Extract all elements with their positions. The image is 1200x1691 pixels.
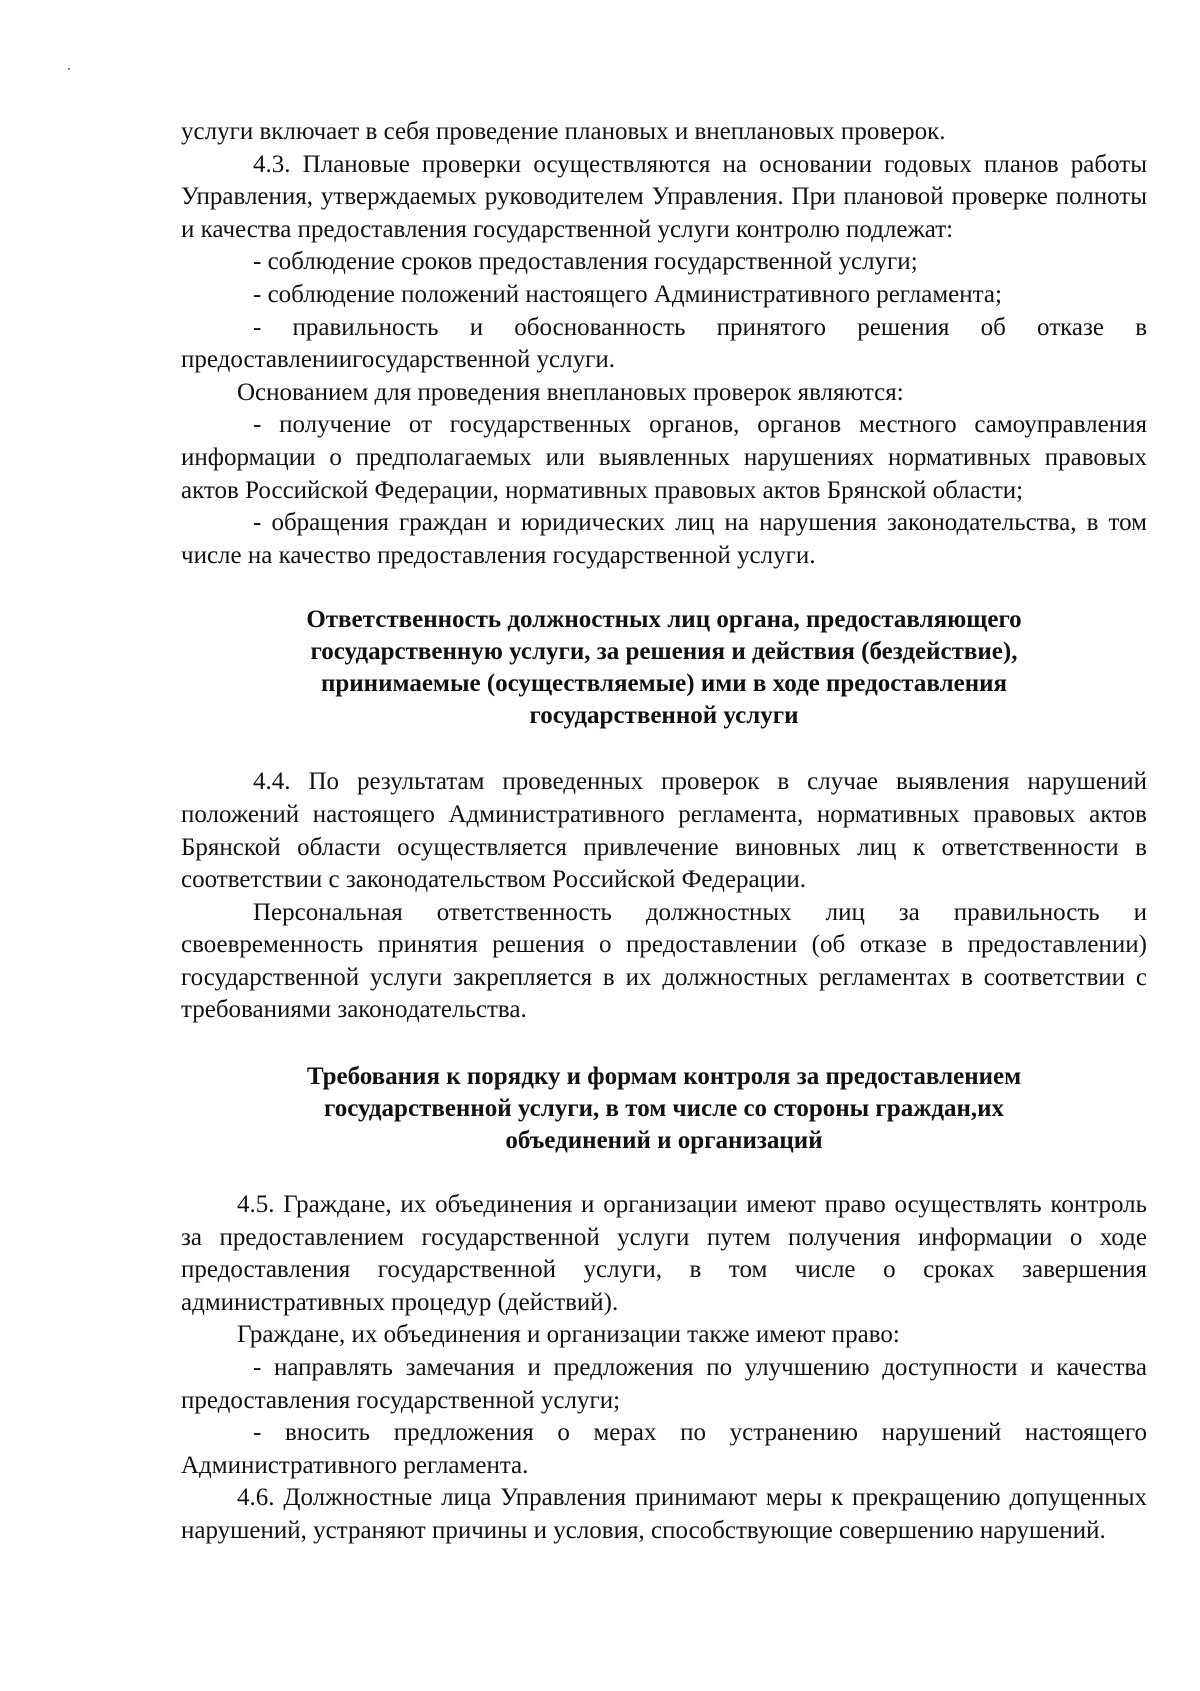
heading-line: государственной услуги, в том числе со стороны граждан,их xyxy=(323,1095,1005,1123)
list-item-regulation-compliance: - соблюдение положений настоящего Административного регламента; xyxy=(253,280,1002,308)
paragraph-citizens-rights: Граждане, их объединения и организации также имеют право: xyxy=(237,1321,900,1349)
paragraph-4-6: 4.6. Должностные лица Управления принимают меры к прекращению допущенных нарушений, устраняют причины и условия, способствующие совершению нарушений. xyxy=(181,1484,1147,1544)
list-item-send-remarks: - направлять замечания и предложения по улучшению доступности и качества предоставления государственной услуги; xyxy=(181,1354,1147,1414)
list-item-information-received: - получение от государственных органов, органов местного самоуправления информации о предполагаемых или выявленных нарушениях нормативных правовых актов Российской Федерации, нормативных правовых актов Брянской области; xyxy=(181,411,1147,504)
heading-line: государственную услуги, за решения и действия (бездействие), xyxy=(310,638,1018,666)
list-item-citizen-appeals: - обращения граждан и юридических лиц на нарушения законодательства, в том числе на качество предоставления государственной услуги. xyxy=(181,509,1147,569)
paragraph-continuation: услуги включает в себя проведение плановых и внеплановых проверок. xyxy=(181,118,946,145)
heading-line: принимаемые (осуществляемые) ими в ходе предоставления xyxy=(320,670,1008,698)
scan-speck xyxy=(68,68,70,70)
paragraph-4-4: 4.4. По результатам проведенных проверок в случае выявления нарушений положений настоящего Административного регламента, нормативных правовых актов Брянской области осуществляется привлечение виновных лиц к ответственности в соответствии с законодательством Российской Федерации. xyxy=(181,768,1147,894)
list-item-refusal-correctness: - правильность и обоснованность принятого решения об отказе в предоставлениигосударственной услуги. xyxy=(181,313,1147,374)
paragraph-4-5: 4.5. Граждане, их объединения и организации имеют право осуществлять контроль за предоставлением государственной услуги путем получения информации о ходе предоставления государственной услуги, в том числе о сроках завершения административных процедур (действий). xyxy=(181,1191,1147,1316)
heading-line: Ответственность должностных лиц органа, предоставляющего xyxy=(306,606,1022,634)
heading-line: объединений и организаций xyxy=(505,1127,823,1155)
document-page xyxy=(181,116,1147,1548)
heading-line: государственной услуги xyxy=(529,702,799,730)
list-item-submit-proposals: - вносить предложения о мерах по устранению нарушений настоящего Административного регламента. xyxy=(181,1419,1147,1479)
section-heading-responsibility xyxy=(181,604,1147,732)
section-heading-control-requirements xyxy=(181,1061,1147,1157)
paragraph-unscheduled-grounds: Основанием для проведения внеплановых проверок являются: xyxy=(237,378,904,406)
heading-line: Требования к порядку и формам контроля за предоставлением xyxy=(306,1063,1022,1091)
list-item-deadlines: - соблюдение сроков предоставления государственной услуги; xyxy=(253,248,918,276)
paragraph-4-3: 4.3. Плановые проверки осуществляются на основании годовых планов работы Управления, утверждаемых руководителем Управления. При плановой проверке полноты и качества предоставления государственной услуги контролю подлежат: xyxy=(181,150,1147,243)
section-body-control xyxy=(181,1189,1147,1548)
paragraph-personal-responsibility: Персональная ответственность должностных лиц за правильность и своевременность принятия решения о предоставлении (об отказе в предоставлении) государственной услуги закрепляется в их должностных регламентах в соответствии с требованиями законодательства. xyxy=(181,898,1147,1024)
section-body-responsibility xyxy=(181,766,1147,1027)
